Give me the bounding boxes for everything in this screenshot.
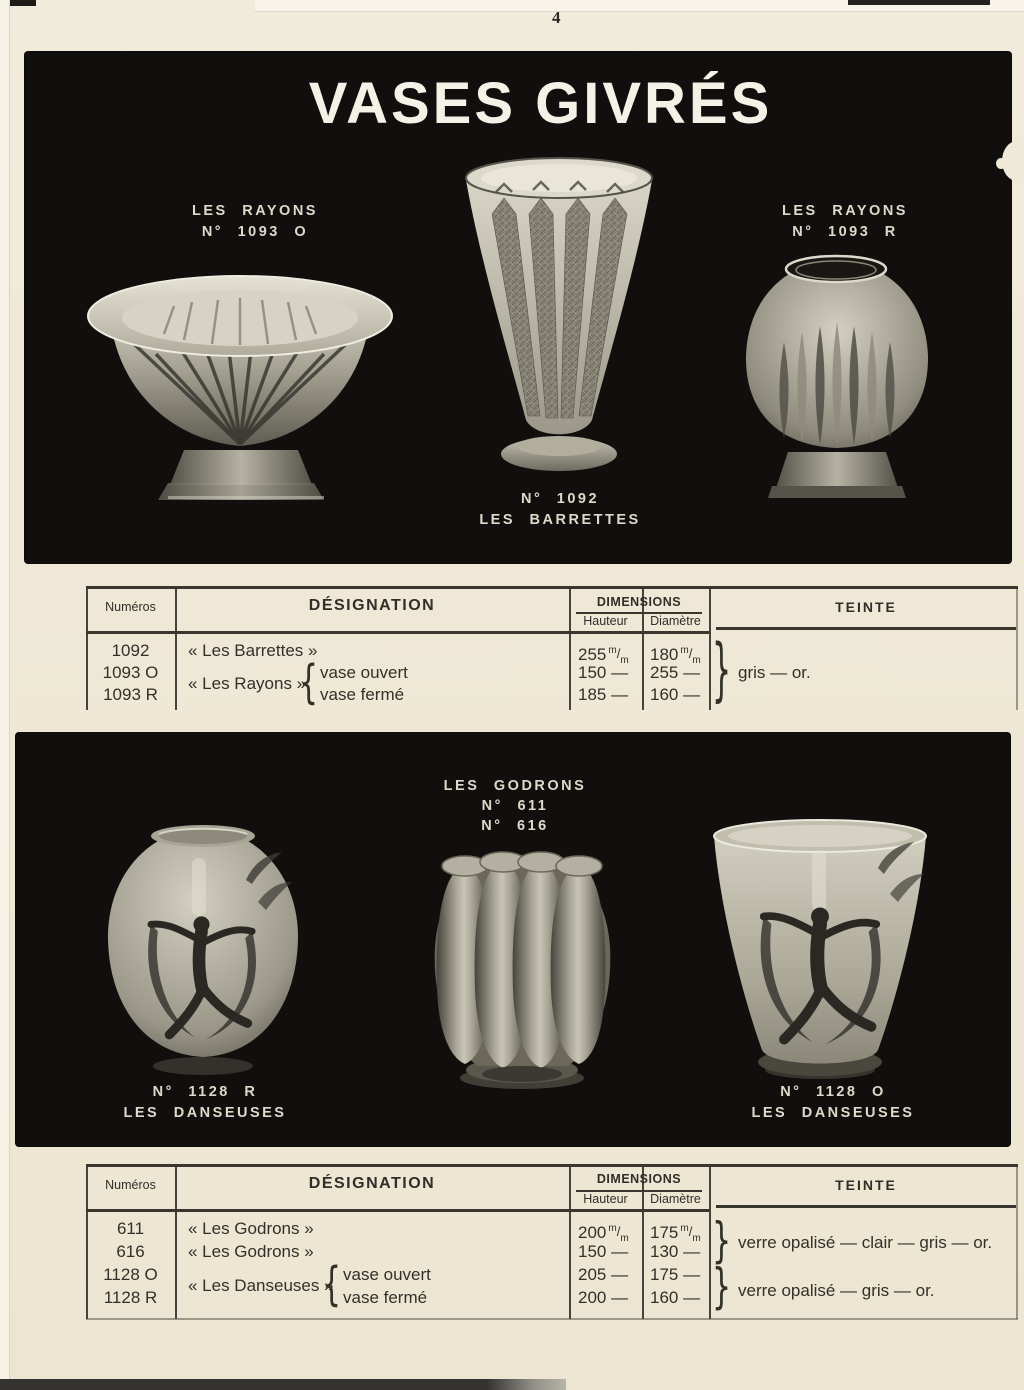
photo-label-line: N° 1092: [520, 491, 600, 507]
table1-header-teinte: TEINTE: [835, 599, 897, 615]
vase-figure-les-rayons-ouvert: [72, 252, 408, 504]
unit-mm: $^m$/m: [680, 645, 701, 666]
photo-label-line: LES DANSEUSES: [751, 1105, 915, 1121]
photo-label-godrons: [400, 776, 630, 836]
photo-label-line: LES GODRONS: [443, 778, 587, 794]
dimension-value: 255: [578, 645, 607, 664]
table2-header-hauteur: Hauteur: [583, 1192, 628, 1206]
table1-cell-hauteur: 150 —: [578, 663, 629, 682]
table1-header-rule: [86, 631, 709, 634]
scan-left-edge: [0, 0, 10, 1390]
photo-label-1093r: [740, 201, 950, 243]
vase-figure-les-danseuses-ouvert: [700, 810, 940, 1086]
table2-cell-numero: 611: [116, 1219, 145, 1238]
table2-designation-brace: {: [322, 1258, 342, 1313]
table1-border: [709, 589, 711, 710]
table2-teinte-brace: }: [712, 1213, 732, 1270]
unit-mm: $^m$/m: [608, 645, 629, 666]
table1-cell-hauteur: 185 —: [578, 685, 629, 704]
table1-group-item: vase ouvert: [320, 663, 408, 682]
unit-mm: $^m$/m: [608, 1223, 629, 1244]
vase-figure-les-godrons: [420, 842, 625, 1090]
vase-figure-les-barrettes: [452, 148, 667, 483]
photo-label-line: N° 1093 R: [792, 224, 898, 240]
table2-cell-teinte: verre opalisé — gris — or.: [738, 1281, 935, 1300]
table2-border: [1016, 1167, 1018, 1319]
table1-teinte-brace: }: [712, 630, 732, 712]
table2-header-designation: DÉSIGNATION: [308, 1175, 436, 1192]
photo-label-1092: [450, 489, 670, 531]
table1-border: [1016, 589, 1018, 710]
page-title: VASES GIVRÉS: [308, 71, 773, 136]
table2-cell-teinte: verre opalisé — clair — gris — or.: [738, 1233, 993, 1252]
table1-group-item: vase fermé: [320, 685, 405, 704]
table2-group-label: « Les Danseuses »: [188, 1276, 334, 1295]
vase-figure-les-danseuses-ferme: [96, 818, 311, 1080]
table2-group-item: vase fermé: [343, 1288, 428, 1307]
page-number: 4: [552, 8, 561, 27]
table1-cell-diametre: 255 —: [650, 663, 701, 682]
table2-header-diametre: Diamètre: [650, 1192, 701, 1206]
table2-cell-diametre: 130 —: [650, 1242, 701, 1261]
table2-cell-numero: 1128 R: [103, 1288, 158, 1307]
scan-top-dark-bar: [848, 0, 990, 5]
table2-header-teinte: TEINTE: [835, 1177, 897, 1193]
table2-border: [569, 1167, 571, 1319]
table2-top-rule: [86, 1164, 1018, 1167]
table1-top-rule: [86, 586, 1018, 589]
table2-cell-numero: 616: [116, 1242, 145, 1261]
table2-header-rule: [86, 1209, 709, 1212]
photo-label-line: N° 1128 O: [780, 1084, 886, 1100]
photo-label-line: LES DANSEUSES: [123, 1105, 287, 1121]
table1-cell-diametre: 160 —: [650, 685, 701, 704]
table2-cell-diametre: 175 —: [650, 1265, 701, 1284]
table2-header-numeros: Numéros: [105, 1178, 156, 1192]
dimension-value: 180: [650, 645, 679, 664]
table1-header-hauteur: Hauteur: [583, 614, 628, 628]
table1-header-designation: DÉSIGNATION: [308, 597, 436, 614]
photo-label-line: LES RAYONS: [192, 203, 318, 219]
photo-label-line: LES RAYONS: [782, 203, 908, 219]
photo-label-1093o: [150, 201, 360, 243]
table2-teinte-brace: }: [712, 1259, 732, 1316]
table2-cell-diametre: 160 —: [650, 1288, 701, 1307]
table2-header-dimensions: DIMENSIONS: [596, 1172, 682, 1186]
table2-cell-hauteur: 205 —: [578, 1265, 629, 1284]
photo-label-1128o: [723, 1082, 943, 1124]
table2-bottom-rule: [86, 1318, 1018, 1320]
dimension-value: 200: [578, 1223, 607, 1242]
table2-teinte-underline: [716, 1205, 1016, 1208]
photo-label-line: N° 611: [481, 798, 549, 814]
photo-label-line: N° 616: [481, 818, 549, 834]
photo-label-line: N° 1128 R: [152, 1084, 258, 1100]
photo-label-line: LES BARRETTES: [479, 512, 641, 528]
table2-cell-designation: « Les Godrons »: [188, 1242, 314, 1261]
photo-label-line: N° 1093 O: [201, 224, 309, 240]
table2-cell-hauteur: 200 —: [578, 1288, 629, 1307]
table1-cell-numero: 1092: [111, 641, 150, 660]
scan-punch-hole: [1002, 141, 1024, 181]
table2-cell-designation: « Les Godrons »: [188, 1219, 314, 1238]
table1-teinte-underline: [716, 627, 1016, 630]
table1-cell-numero: 1093 O: [102, 663, 159, 682]
table2-group-item: vase ouvert: [343, 1265, 431, 1284]
vase-figure-les-rayons-ferme: [736, 246, 936, 498]
table1-cell-teinte: gris — or.: [738, 663, 811, 682]
unit-mm: $^m$/m: [680, 1223, 701, 1244]
table1-cell-designation: « Les Barrettes »: [188, 641, 318, 660]
table2-cell-numero: 1128 O: [103, 1265, 158, 1284]
scan-bottom-bar: [0, 1379, 566, 1390]
photo-label-1128r: [95, 1082, 315, 1124]
table1-header-diametre: Diamètre: [650, 614, 701, 628]
table2-border: [709, 1167, 711, 1319]
table1-group-label: « Les Rayons »: [188, 674, 307, 693]
table1-designation-brace: {: [299, 656, 319, 711]
table1-header-numeros: Numéros: [105, 600, 156, 614]
dimension-value: 175: [650, 1223, 679, 1242]
table1-cell-numero: 1093 R: [103, 685, 158, 704]
table2-cell-hauteur: 150 —: [578, 1242, 629, 1261]
table1-header-dimensions: DIMENSIONS: [596, 595, 682, 609]
